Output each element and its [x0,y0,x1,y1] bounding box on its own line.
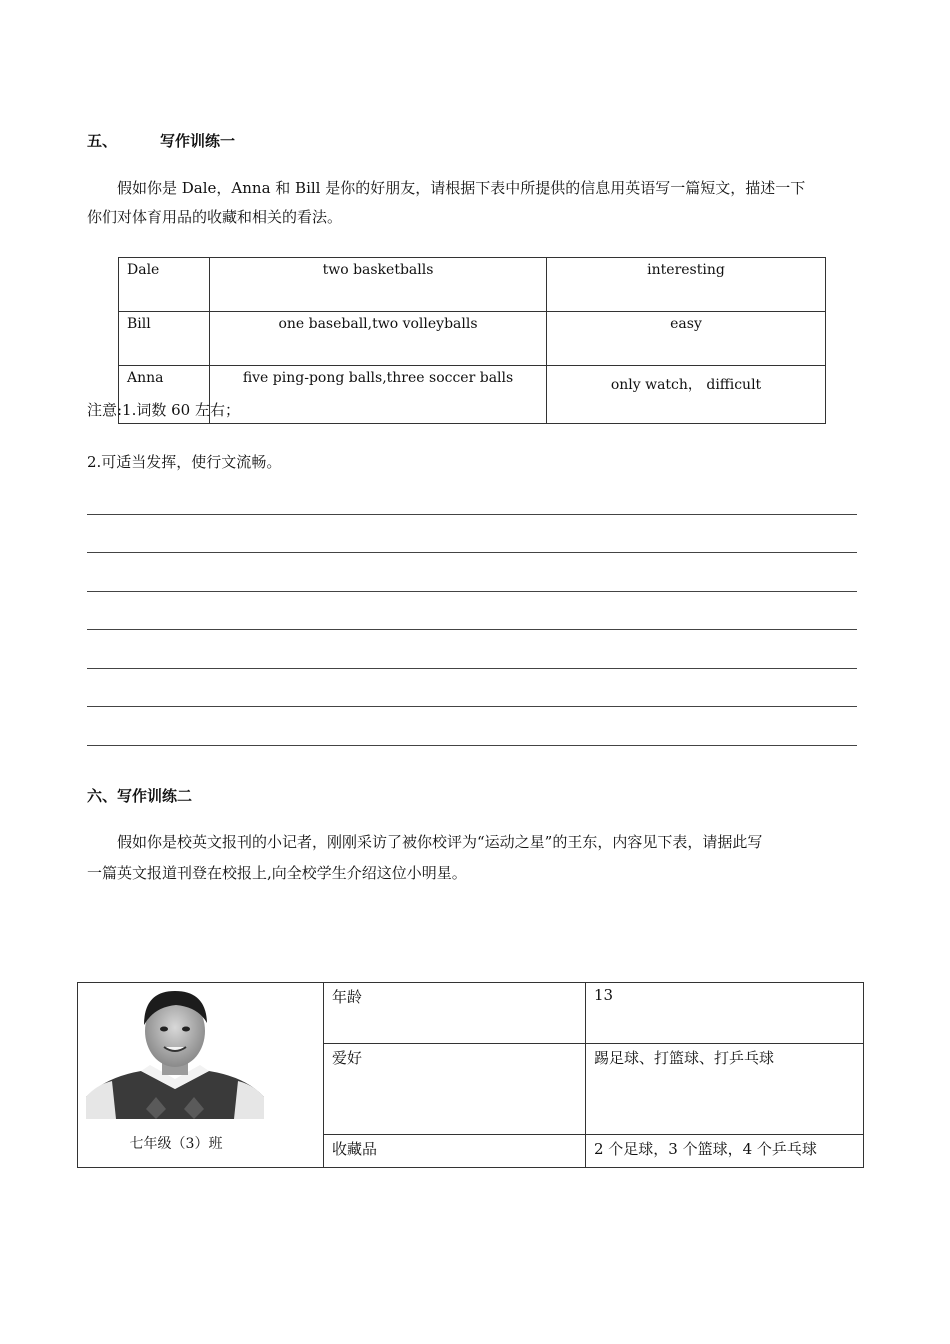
cell-value: 踢足球、打篮球、打乒乓球 [586,1044,864,1135]
writing-line[interactable] [87,668,857,669]
cell-opinion: interesting [547,258,826,312]
cell-items: five ping-pong balls,three soccer balls [210,366,547,424]
writing-line[interactable] [87,629,857,630]
section6-prompt-line2: 一篇英文报道刊登在校报上,向全校学生介绍这位小明星。 [87,864,467,882]
cell-label: 年龄 [324,983,586,1044]
table-row [119,258,826,312]
cell-label: 收藏品 [324,1135,586,1168]
cell-name: Anna [119,366,210,424]
writing-line[interactable] [87,745,857,746]
cell-name: Dale [119,258,210,312]
writing-line[interactable] [87,552,857,553]
cell-label: 爱好 [324,1044,586,1135]
section5-prompt-line2: 你们对体育用品的收藏和相关的看法。 [87,208,343,226]
photo-cell [78,983,324,1168]
note-word-count: 注意:1.词数 60 左右； [87,401,240,419]
writing-line[interactable] [87,514,857,515]
section5-number: 五、 [87,132,118,150]
student-portrait-icon [86,985,264,1119]
section6-title: 六、写作训练二 [87,787,193,805]
table-row [119,312,826,366]
cell-opinion: only watch， difficult [547,366,826,424]
cell-items: one baseball,two volleyballs [210,312,547,366]
cell-value: 13 [586,983,864,1044]
section5-title: 写作训练一 [160,132,236,150]
cell-value: 2 个足球，3 个篮球，4 个乒乓球 [586,1135,864,1168]
cell-name: Bill [119,312,210,366]
section6-prompt-line1: 假如你是校英文报刊的小记者，刚刚采访了被你校评为“运动之星”的王东，内容见下表，请据此写 [117,833,763,851]
cell-opinion: easy [547,312,826,366]
cell-items: two basketballs [210,258,547,312]
table-row [78,983,864,1044]
section5-prompt-line1: 假如你是 Dale，Anna 和 Bill 是你的好朋友，请根据下表中所提供的信息用英语写一篇短文，描述一下 [117,179,806,197]
photo-caption: 七年级（3）班 [129,1136,223,1152]
writing-line[interactable] [87,591,857,592]
writing-line[interactable] [87,706,857,707]
note-fluency: 2.可适当发挥，使行文流畅。 [87,453,282,471]
student-photo [86,985,264,1119]
profile-table [77,982,864,1168]
